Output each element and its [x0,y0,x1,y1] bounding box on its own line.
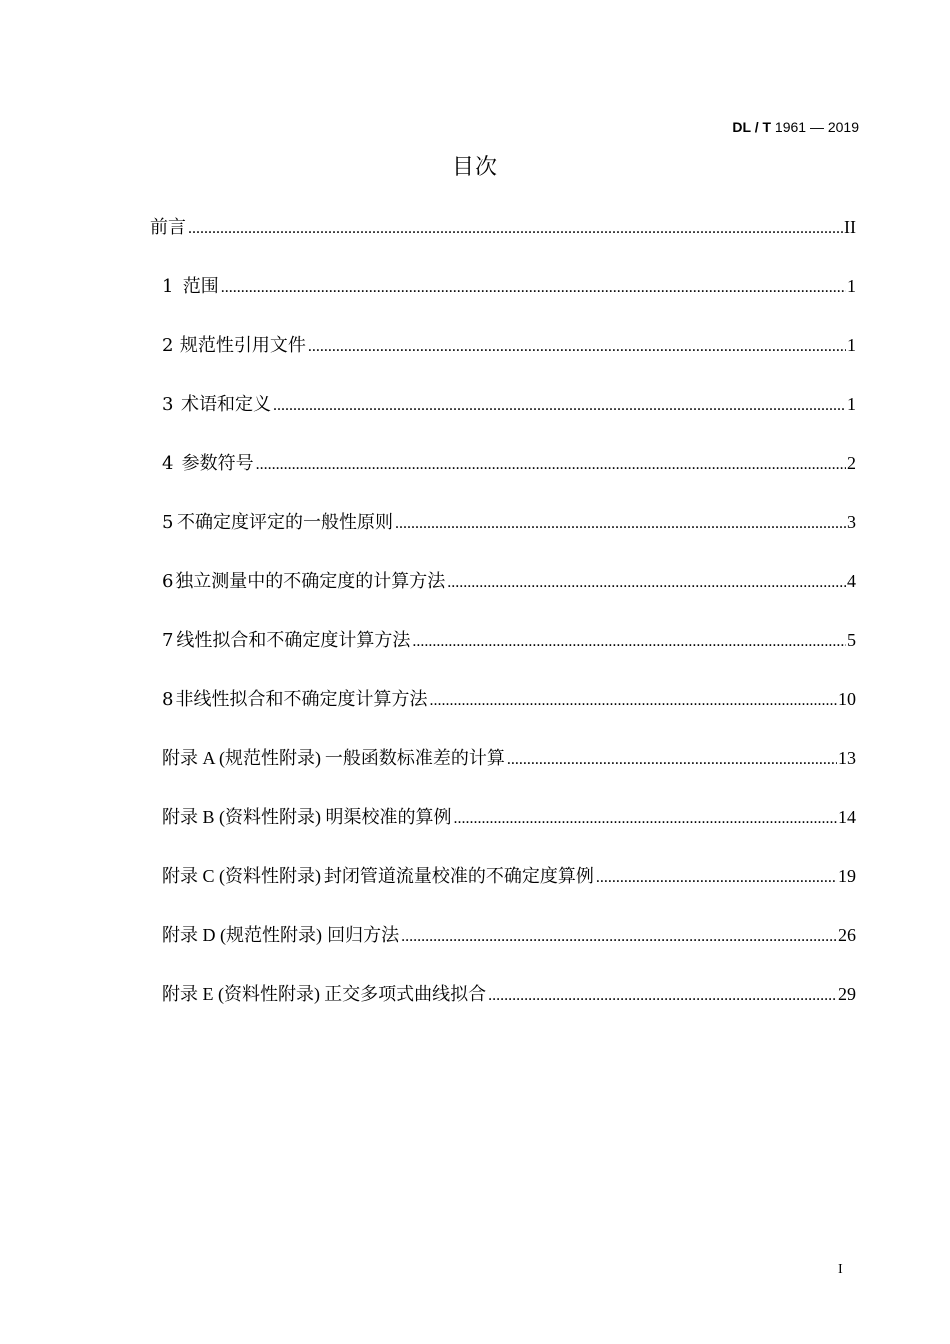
toc-entry-page: 1 [847,394,856,414]
toc-entry-page: 1 [847,335,856,355]
toc-leader-dots [221,274,846,302]
toc-entry-number: 5 [162,512,174,533]
toc-entry-number: 1 [162,276,174,297]
toc-entry-appendix-c[interactable] [162,862,856,890]
toc-appendix-label: 附录 C (资料性附录) [162,866,321,886]
toc-leader-dots [430,687,837,715]
standard-number: 1961 — 2019 [774,119,859,135]
toc-entry-label: 前言 [150,217,186,238]
toc-appendix-title: 明渠校准的算例 [325,807,452,828]
toc-appendix-title: 回归方法 [327,925,400,946]
toc-entry-label: 线性拟合和不确定度计算方法 [176,630,411,651]
toc-entry-label: 规范性引用文件 [179,335,306,356]
toc-leader-dots [395,510,846,538]
standard-code [732,119,859,135]
toc-entry-page: 1 [847,276,856,296]
toc-leader-dots [188,215,843,243]
toc-entry-page: 14 [838,807,856,827]
toc-entry-4[interactable] [162,449,856,477]
toc-leader-dots [507,746,837,774]
toc-appendix-label: 附录 E (资料性附录) [162,984,320,1004]
toc-leader-dots [273,392,846,420]
toc-entry-number: 4 [162,453,174,474]
toc-entry-5[interactable] [162,508,856,536]
toc-entry-number: 3 [162,394,174,415]
toc-entry-3[interactable] [162,390,856,418]
toc-appendix-title: 封闭管道流量校准的不确定度算例 [323,866,594,887]
toc-entry-page: 13 [838,748,856,768]
toc-leader-dots [401,923,837,951]
toc-leader-dots [454,805,838,833]
toc-entry-number: 6 [162,571,174,592]
toc-entry-appendix-e[interactable] [162,980,856,1008]
toc-entry-label: 术语和定义 [181,394,272,415]
page-title: 目次 [451,155,498,180]
toc-entry-page: II [844,217,856,237]
toc-appendix-title: 正交多项式曲线拟合 [324,984,487,1005]
toc-leader-dots [596,864,837,892]
toc-entry-page: 26 [838,925,856,945]
footer-page-number: I [838,1262,843,1277]
toc-entry-page: 3 [847,512,856,532]
toc-entry-2[interactable] [162,331,856,359]
toc-entry-page: 10 [838,689,856,709]
toc-entry-8[interactable] [162,685,856,713]
toc-appendix-label: 附录 B (资料性附录) [162,807,321,827]
toc-entry-7[interactable] [162,626,856,654]
toc-entry-appendix-d[interactable] [162,921,856,949]
toc-entry-label: 独立测量中的不确定度的计算方法 [175,571,446,592]
toc-entry-number: 7 [162,630,174,651]
toc-entry-label: 不确定度评定的一般性原则 [176,512,393,533]
toc-leader-dots [488,982,837,1010]
toc-entry-page: 5 [847,630,856,650]
toc-leader-dots [412,628,846,656]
toc-entry-number: 2 [162,335,174,356]
toc-entry-label: 非线性拟合和不确定度计算方法 [175,689,428,710]
toc-entry-1[interactable] [162,272,856,300]
toc-leader-dots [447,569,846,597]
toc-entry-label: 参数符号 [181,453,254,474]
toc-entry-label: 范围 [182,276,219,297]
toc-entry-preface[interactable] [150,213,856,241]
toc-entry-appendix-a[interactable] [162,744,856,772]
toc-entry-page: 29 [838,984,856,1004]
toc-appendix-label: 附录 D (规范性附录) [162,925,322,945]
toc-appendix-label: 附录 A (规范性附录) [162,748,321,768]
toc-entry-page: 4 [847,571,856,591]
toc-entry-page: 19 [838,866,856,886]
toc-appendix-title: 一般函数标准差的计算 [324,748,505,769]
toc-entry-page: 2 [847,453,856,473]
toc-leader-dots [308,333,846,361]
toc-entry-appendix-b[interactable] [162,803,856,831]
standard-prefix: DL / T [732,119,772,135]
toc-entry-number: 8 [162,689,174,710]
toc-leader-dots [256,451,846,479]
toc-entry-6[interactable] [162,567,856,595]
